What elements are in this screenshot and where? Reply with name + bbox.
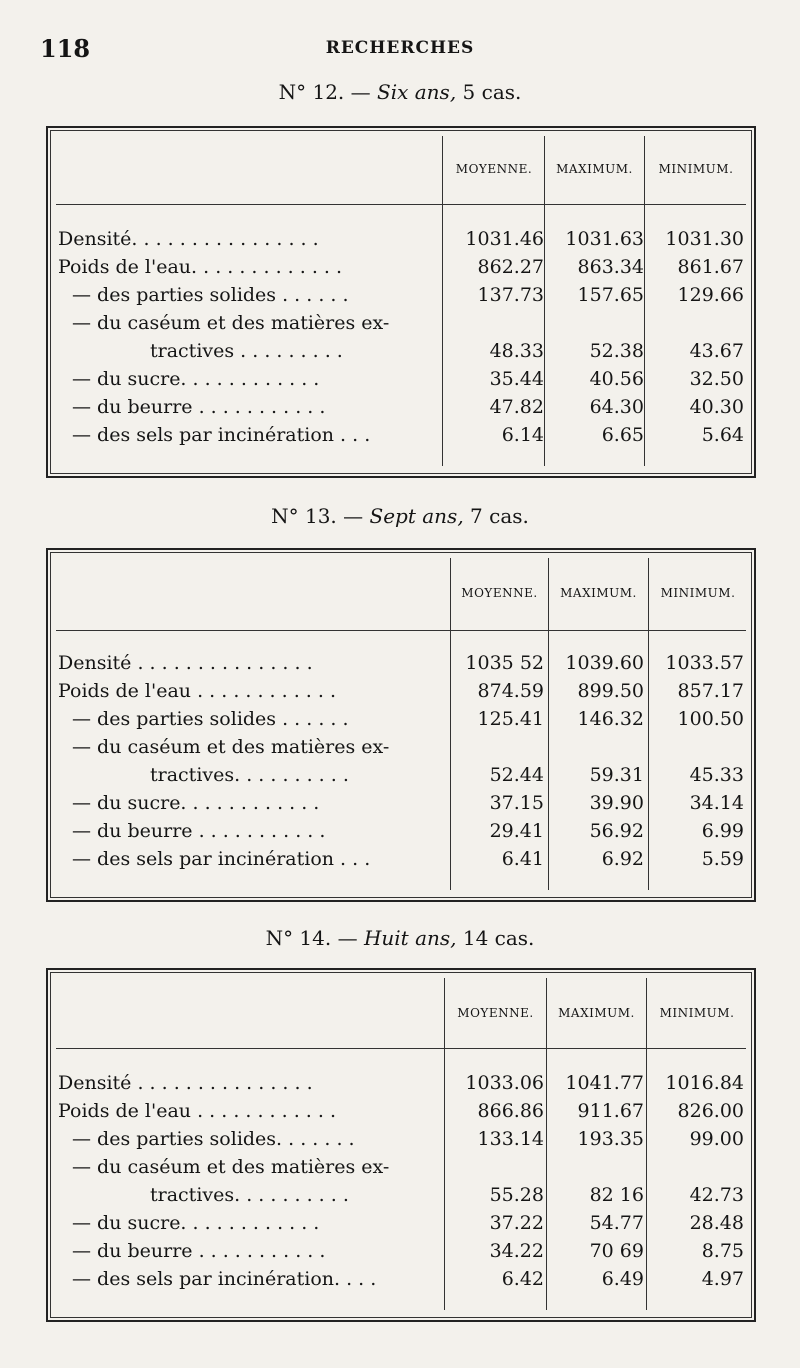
- value-minimum: 5.59: [701, 848, 744, 870]
- section-age: Sept ans,: [369, 504, 464, 528]
- section-cases: 5 cas.: [462, 80, 522, 104]
- value-maximum: 193.35: [577, 1128, 644, 1150]
- value-maximum: 146.32: [577, 708, 644, 730]
- value-maximum: 899.50: [577, 680, 644, 702]
- row-label: Poids de l'eau. . . . . . . . . . . . .: [58, 256, 343, 278]
- table-row: [58, 396, 746, 423]
- value-moyenne: 52.44: [489, 764, 544, 786]
- value-minimum: 129.66: [677, 284, 744, 306]
- row-label: — des sels par incinération . . .: [72, 424, 371, 446]
- column-header: MAXIMUM.: [556, 162, 633, 176]
- row-label: Poids de l'eau . . . . . . . . . . . .: [58, 1100, 336, 1122]
- value-moyenne: 1031.46: [465, 228, 544, 250]
- data-table-13: [46, 548, 756, 902]
- value-moyenne: 48.33: [489, 340, 544, 362]
- value-minimum: 8.75: [701, 1240, 744, 1262]
- value-minimum: 40.30: [689, 396, 744, 418]
- table-row: [58, 736, 746, 763]
- table-row: [58, 680, 746, 707]
- value-moyenne: 125.41: [477, 708, 544, 730]
- value-maximum: 56.92: [589, 820, 644, 842]
- value-maximum: 1041.77: [565, 1072, 644, 1094]
- section-title: N° 12. — Six ans, 5 cas.: [278, 80, 522, 104]
- row-label: — du caséum et des matières ex-: [72, 312, 390, 334]
- row-label: — du beurre . . . . . . . . . . .: [72, 1240, 326, 1262]
- row-label: — du sucre. . . . . . . . . . . .: [72, 1212, 320, 1234]
- value-minimum: 861.67: [677, 256, 744, 278]
- value-minimum: 43.67: [689, 340, 744, 362]
- table-row: [58, 424, 746, 451]
- value-minimum: 1031.30: [665, 228, 744, 250]
- row-label: — des sels par incinération. . . .: [72, 1268, 377, 1290]
- section-age: Six ans,: [377, 80, 457, 104]
- column-header: MAXIMUM.: [560, 586, 637, 600]
- row-label: Densité . . . . . . . . . . . . . . .: [58, 652, 313, 674]
- section-cases: 7 cas.: [470, 504, 529, 528]
- value-maximum: 70 69: [589, 1240, 644, 1262]
- column-header: MINIMUM.: [659, 1006, 735, 1020]
- value-minimum: 45.33: [689, 764, 744, 786]
- section-number: N° 14.: [265, 926, 332, 950]
- row-label: — des parties solides. . . . . . .: [72, 1128, 355, 1150]
- section-cases: 14 cas.: [462, 926, 535, 950]
- page-header: [0, 34, 800, 66]
- table-row: [58, 340, 746, 367]
- value-moyenne: 37.22: [489, 1212, 544, 1234]
- value-moyenne: 6.14: [501, 424, 544, 446]
- value-minimum: 5.64: [701, 424, 744, 446]
- table-row: [58, 228, 746, 255]
- section-title: N° 14. — Huit ans, 14 cas.: [265, 926, 535, 950]
- row-label: — du beurre . . . . . . . . . . .: [72, 396, 326, 418]
- value-minimum: 100.50: [677, 708, 744, 730]
- table-row: [58, 1156, 746, 1183]
- value-moyenne: 6.42: [501, 1268, 544, 1290]
- data-table-12: [46, 126, 756, 478]
- value-maximum: 6.65: [601, 424, 644, 446]
- value-moyenne: 47.82: [489, 396, 544, 418]
- value-maximum: 59.31: [589, 764, 644, 786]
- value-minimum: 34.14: [689, 792, 744, 814]
- value-maximum: 6.92: [601, 848, 644, 870]
- section-number: N° 12.: [278, 80, 345, 104]
- value-moyenne: 37.15: [489, 792, 544, 814]
- running-title: RECHERCHES: [325, 38, 475, 58]
- value-moyenne: 133.14: [477, 1128, 544, 1150]
- table-row: [58, 1268, 746, 1295]
- table-row: [58, 820, 746, 847]
- value-moyenne: 55.28: [489, 1184, 544, 1206]
- row-label: — des sels par incinération . . .: [72, 848, 371, 870]
- value-moyenne: 1035 52: [465, 652, 544, 674]
- value-moyenne: 35.44: [489, 368, 544, 390]
- table-row: [58, 284, 746, 311]
- value-maximum: 1031.63: [565, 228, 644, 250]
- value-minimum: 28.48: [689, 1212, 744, 1234]
- row-label: tractives. . . . . . . . . .: [150, 764, 349, 786]
- value-moyenne: 34.22: [489, 1240, 544, 1262]
- table-row: [58, 368, 746, 395]
- table-row: [58, 1212, 746, 1239]
- section-age: Huit ans,: [363, 926, 457, 950]
- value-minimum: 99.00: [689, 1128, 744, 1150]
- value-maximum: 82 16: [589, 1184, 644, 1206]
- row-label: Poids de l'eau . . . . . . . . . . . .: [58, 680, 336, 702]
- data-table-14: [46, 968, 756, 1322]
- value-minimum: 1033.57: [665, 652, 744, 674]
- row-label: — du beurre . . . . . . . . . . .: [72, 820, 326, 842]
- column-header: MOYENNE.: [457, 1006, 534, 1020]
- row-label: — du caséum et des matières ex-: [72, 1156, 390, 1178]
- value-moyenne: 862.27: [477, 256, 544, 278]
- value-minimum: 1016.84: [665, 1072, 744, 1094]
- value-maximum: 157.65: [577, 284, 644, 306]
- row-label: — des parties solides . . . . . .: [72, 284, 349, 306]
- value-maximum: 64.30: [589, 396, 644, 418]
- value-moyenne: 137.73: [477, 284, 544, 306]
- value-moyenne: 866.86: [477, 1100, 544, 1122]
- value-minimum: 4.97: [701, 1268, 744, 1290]
- column-header: MOYENNE.: [461, 586, 538, 600]
- table-row: [58, 652, 746, 679]
- row-label: — du caséum et des matières ex-: [72, 736, 390, 758]
- value-maximum: 863.34: [577, 256, 644, 278]
- row-label: tractives. . . . . . . . . .: [150, 1184, 349, 1206]
- table-row: [58, 848, 746, 875]
- value-minimum: 857.17: [677, 680, 744, 702]
- table-row: [58, 708, 746, 735]
- row-label: tractives . . . . . . . . .: [150, 340, 343, 362]
- table-row: [58, 792, 746, 819]
- value-maximum: 52.38: [589, 340, 644, 362]
- value-minimum: 32.50: [689, 368, 744, 390]
- row-label: — du sucre. . . . . . . . . . . .: [72, 368, 320, 390]
- column-header: MINIMUM.: [658, 162, 734, 176]
- value-moyenne: 874.59: [477, 680, 544, 702]
- section-number: N° 13.: [271, 504, 337, 528]
- value-maximum: 40.56: [589, 368, 644, 390]
- value-moyenne: 1033.06: [465, 1072, 544, 1094]
- table-row: [58, 256, 746, 283]
- value-maximum: 1039.60: [565, 652, 644, 674]
- column-header: MOYENNE.: [455, 162, 533, 176]
- table-row: [58, 1072, 746, 1099]
- column-header: MINIMUM.: [660, 586, 736, 600]
- value-minimum: 42.73: [689, 1184, 744, 1206]
- value-minimum: 826.00: [677, 1100, 744, 1122]
- value-maximum: 39.90: [589, 792, 644, 814]
- row-label: — du sucre. . . . . . . . . . . .: [72, 792, 320, 814]
- table-row: [58, 312, 746, 339]
- row-label: Densité. . . . . . . . . . . . . . . .: [58, 228, 319, 250]
- row-label: Densité . . . . . . . . . . . . . . .: [58, 1072, 313, 1094]
- section-title: N° 13. — Sept ans, 7 cas.: [271, 504, 529, 528]
- table-row: [58, 1128, 746, 1155]
- page-number: 118: [40, 34, 91, 63]
- table-row: [58, 1100, 746, 1127]
- value-minimum: 6.99: [701, 820, 744, 842]
- value-moyenne: 6.41: [501, 848, 544, 870]
- value-maximum: 54.77: [589, 1212, 644, 1234]
- value-moyenne: 29.41: [489, 820, 544, 842]
- table-row: [58, 764, 746, 791]
- column-header: MAXIMUM.: [558, 1006, 635, 1020]
- row-label: — des parties solides . . . . . .: [72, 708, 349, 730]
- table-row: [58, 1240, 746, 1267]
- table-row: [58, 1184, 746, 1211]
- value-maximum: 6.49: [601, 1268, 644, 1290]
- value-maximum: 911.67: [577, 1100, 644, 1122]
